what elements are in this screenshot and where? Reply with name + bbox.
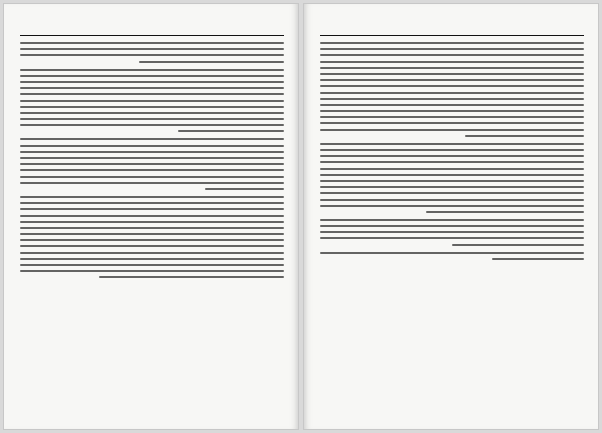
- text-line: [20, 221, 284, 223]
- running-header: [320, 20, 584, 32]
- text-line: [20, 54, 284, 56]
- text-line: [320, 61, 584, 63]
- text-line: [320, 67, 584, 69]
- text-line: [320, 85, 584, 87]
- paragraph: [320, 42, 584, 137]
- text-line: [320, 110, 584, 112]
- text-line: [492, 258, 584, 260]
- text-line: [320, 168, 584, 170]
- text-line: [320, 54, 584, 56]
- text-line: [20, 227, 284, 229]
- text-line: [320, 42, 584, 44]
- text-line: [20, 118, 284, 120]
- text-line: [20, 42, 284, 44]
- paragraph: [20, 42, 284, 63]
- text-line: [320, 155, 584, 157]
- text-line: [320, 129, 584, 131]
- text-line: [20, 87, 284, 89]
- text-line: [320, 48, 584, 50]
- text-line: [20, 106, 284, 108]
- text-line: [320, 219, 584, 221]
- text-line: [20, 239, 284, 241]
- paragraph: [320, 219, 584, 246]
- text-line: [320, 104, 584, 106]
- text-line: [320, 237, 584, 239]
- text-line: [320, 192, 584, 194]
- right-page: [303, 3, 599, 430]
- text-line: [320, 205, 584, 207]
- text-line: [426, 211, 584, 213]
- text-line: [20, 202, 284, 204]
- text-line: [320, 225, 584, 227]
- text-line: [139, 61, 284, 63]
- text-line: [20, 100, 284, 102]
- text-line: [20, 69, 284, 71]
- text-line: [20, 169, 284, 171]
- text-line: [20, 75, 284, 77]
- header-rule: [20, 35, 284, 36]
- left-page: [3, 3, 299, 430]
- text-line: [20, 145, 284, 147]
- text-line: [320, 199, 584, 201]
- text-line: [320, 73, 584, 75]
- text-line: [178, 130, 284, 132]
- paragraph: [320, 143, 584, 213]
- text-line: [320, 174, 584, 176]
- text-line: [20, 151, 284, 153]
- paragraph: [20, 69, 284, 133]
- text-line: [320, 116, 584, 118]
- text-line: [20, 81, 284, 83]
- text-line: [20, 245, 284, 247]
- paragraph: [320, 252, 584, 260]
- text-line: [99, 276, 284, 278]
- text-line: [205, 188, 284, 190]
- text-line: [20, 48, 284, 50]
- text-line: [20, 264, 284, 266]
- text-line: [20, 93, 284, 95]
- text-line: [20, 182, 284, 184]
- text-line: [320, 79, 584, 81]
- text-line: [320, 231, 584, 233]
- text-line: [320, 180, 584, 182]
- text-line: [320, 143, 584, 145]
- header-rule: [320, 35, 584, 36]
- text-line: [20, 112, 284, 114]
- text-line: [20, 176, 284, 178]
- text-line: [452, 244, 584, 246]
- text-line: [20, 252, 284, 254]
- text-line: [320, 149, 584, 151]
- text-line: [20, 196, 284, 198]
- text-line: [320, 161, 584, 163]
- paragraph: [20, 138, 284, 190]
- text-line: [20, 258, 284, 260]
- text-line: [20, 163, 284, 165]
- text-line: [20, 157, 284, 159]
- text-line: [320, 186, 584, 188]
- text-line: [320, 252, 584, 254]
- text-line: [20, 138, 284, 140]
- text-line: [320, 122, 584, 124]
- text-line: [320, 98, 584, 100]
- text-line: [20, 270, 284, 272]
- text-line: [20, 208, 284, 210]
- paragraph: [20, 196, 284, 278]
- text-line: [20, 233, 284, 235]
- text-line: [320, 92, 584, 94]
- text-line: [20, 124, 284, 126]
- text-line: [20, 215, 284, 217]
- running-header: [20, 20, 284, 32]
- text-line: [465, 135, 584, 137]
